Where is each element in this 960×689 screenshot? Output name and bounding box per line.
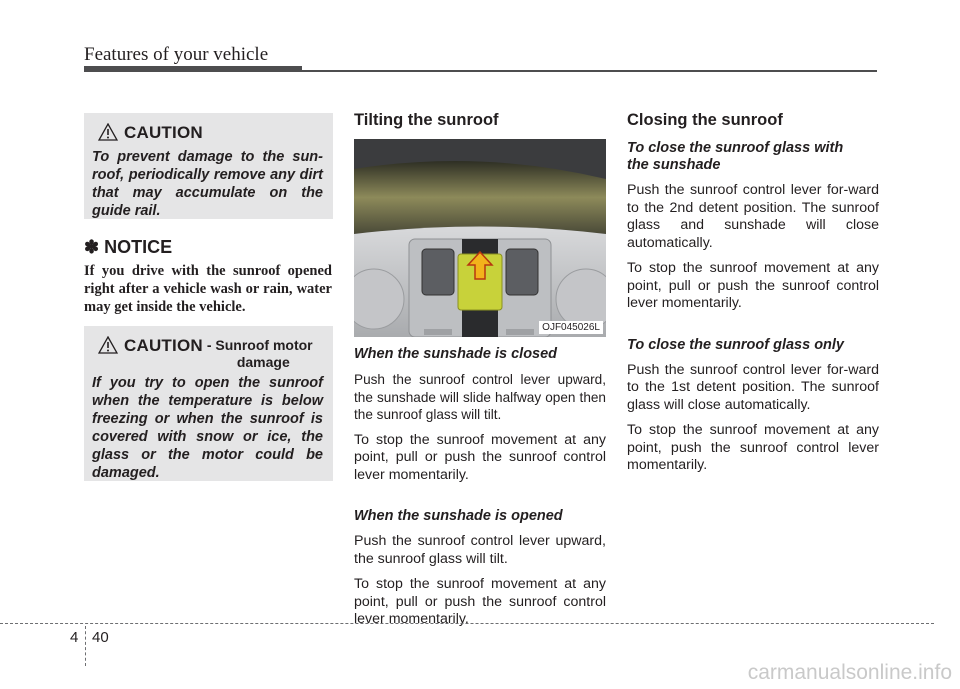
paragraph: To stop the sunroof movement at any point, push the sunroof control lever momentarily.: [627, 422, 879, 473]
image-code-label: OJF045026L: [539, 321, 603, 334]
subsection-title: To close the sunroof glass only: [627, 336, 844, 353]
chapter-number: 4: [70, 629, 79, 646]
paragraph: To stop the sunroof movement at any point, pull or push the sunroof control lever momentarily.: [354, 431, 606, 483]
subsection-title-line2: the sunshade: [627, 157, 721, 173]
footer-separator: [85, 626, 86, 666]
subsection-title: [627, 140, 879, 174]
tilting-section: [354, 111, 606, 130]
paragraph: Push the sunroof control lever for-ward to the 1st detent position. The sunroof glass will close automatically.: [627, 361, 879, 413]
paragraph: To stop the sunroof movement at any point, pull or push the sunroof control lever momentarily.: [627, 260, 879, 311]
paragraph: To stop the sunroof movement at any point, pull or push the sunroof control lever momentarily.: [354, 576, 606, 627]
notice-title: ✽ NOTICE: [84, 237, 173, 257]
warning-icon: [98, 123, 118, 141]
footer-rule: [0, 623, 934, 624]
caution-box-sunroof-motor: [84, 326, 333, 481]
page-number: 40: [92, 629, 109, 646]
notice-text: If you drive with the sunroof opened right after a vehicle wash or rain, water may get inside the vehicle.: [84, 263, 332, 315]
caution-subtitle: [207, 336, 313, 371]
subsection-title: When the sunshade is closed: [354, 346, 558, 362]
caution-text: To prevent damage to the sun-roof, periodically remove any dirt that may accumulate on the guide rail.: [92, 149, 323, 219]
sunroof-console-illustration: [354, 139, 606, 337]
paragraph: Push the sunroof control lever upward, the sunroof glass will tilt.: [354, 533, 606, 567]
watermark-text: carmanualsonline.info: [747, 661, 952, 684]
sunroof-lever-photo: [354, 139, 606, 337]
paragraph: Push the sunroof control lever upward, the sunshade will slide halfway open then the sunroof glass will tilt.: [354, 372, 606, 422]
subsection-title: When the sunshade is opened: [354, 508, 563, 524]
subsection-title-line1: To close the sunroof glass with: [627, 140, 844, 156]
caution-subtitle-line2: damage: [236, 354, 290, 370]
section-title: Tilting the sunroof: [354, 111, 499, 129]
closing-section: [627, 111, 879, 475]
caution-box-guide-rail: [84, 113, 333, 219]
section-title: Closing the sunroof: [627, 111, 783, 129]
header-rule-thin: [300, 70, 877, 72]
tilting-instructions: [354, 346, 606, 629]
header-rule-thick: [84, 66, 302, 72]
caution-text: If you try to open the sunroof when the temperature is below freezing or when the sunroof is covered with snow or ice, the glass or the motor could be damaged.: [92, 375, 323, 481]
warning-icon: [98, 336, 118, 354]
caution-label: CAUTION: [124, 336, 203, 355]
page-header-title: Features of your vehicle: [84, 44, 269, 65]
paragraph: Push the sunroof control lever for-ward to the 2nd detent position. The sunroof glass and sunshade will close automatically.: [627, 182, 879, 251]
caution-subtitle-line1: - Sunroof motor: [206, 337, 313, 353]
caution-label: CAUTION: [124, 123, 203, 142]
